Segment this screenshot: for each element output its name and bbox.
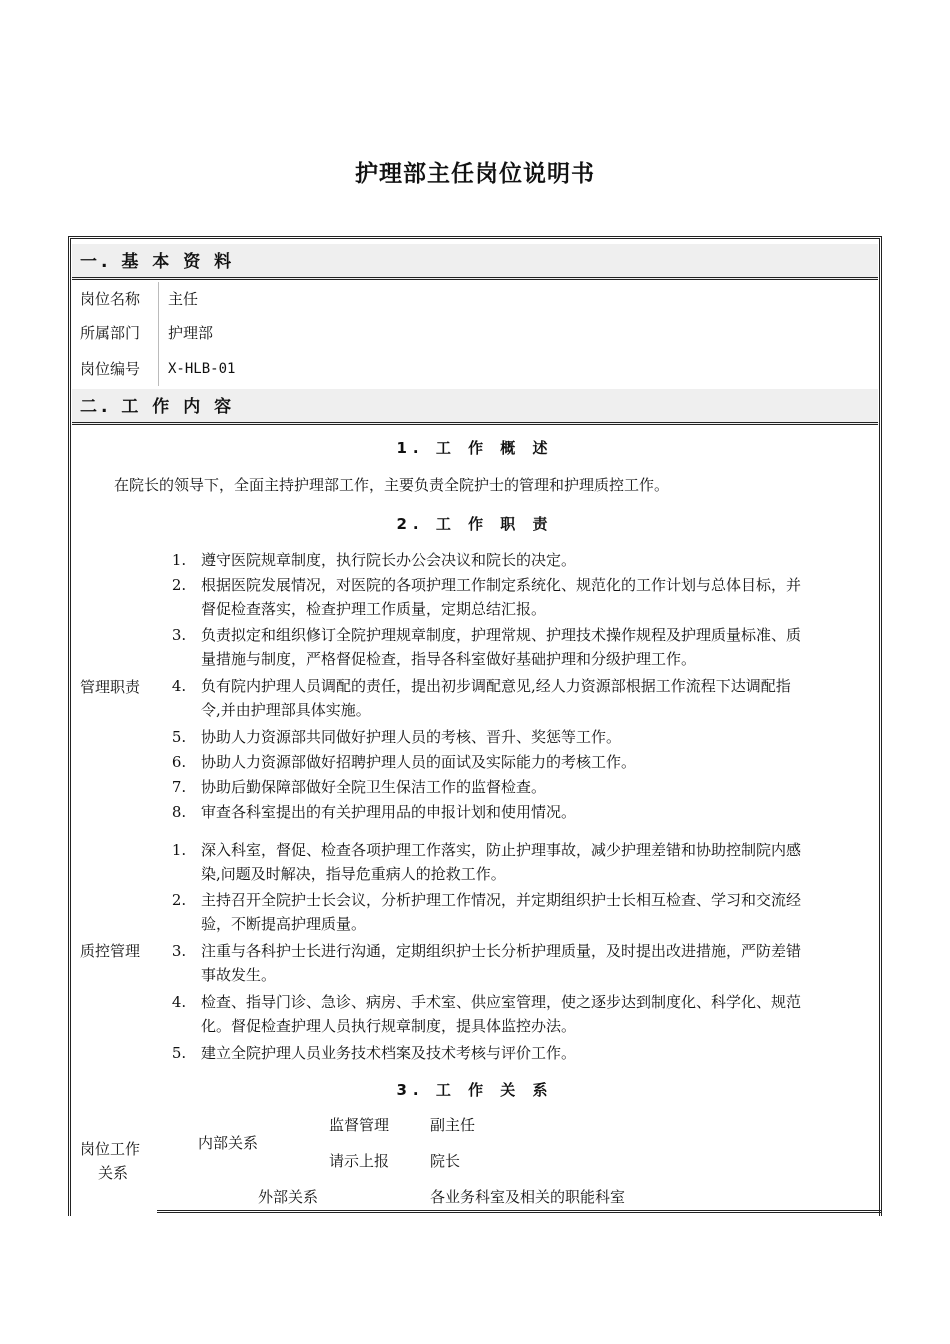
item-text-line1: 主持召开全院护士长会议，分析护理工作情况，并定期组织护士长相互检查、学习和交流经 xyxy=(201,891,802,909)
group-label-quality-control: 质控管理 xyxy=(80,942,141,960)
item-text-line2: 督促检查落实，检查护理工作质量，定期总结汇报。 xyxy=(201,600,547,618)
section-basic-info-heading: 一. 基 本 资 料 xyxy=(72,244,878,280)
label-position-code: 岗位编号 xyxy=(80,360,141,378)
item-text: 协助人力资源部做好招聘护理人员的面试及实际能力的考核工作。 xyxy=(201,753,637,771)
item-text-line1: 检查、指导门诊、急诊、病房、手术室、供应室管理，使之逐步达到制度化、科学化、规范 xyxy=(201,993,802,1011)
external-relations-label: 外部关系 xyxy=(258,1188,319,1206)
relations-heading: 3. 工 作 关 系 xyxy=(396,1081,554,1099)
item-number: 3. xyxy=(171,942,187,960)
relation-type-report: 请示上报 xyxy=(329,1152,390,1170)
relation-target-deputy: 副主任 xyxy=(430,1116,476,1134)
item-text: 协助人力资源部共同做好护理人员的考核、晋升、奖惩等工作。 xyxy=(201,728,622,746)
item-text-line2: 染,问题及时解决，指导危重病人的抢救工作。 xyxy=(201,865,506,883)
management-item xyxy=(165,750,875,774)
value-position-name: 主任 xyxy=(168,290,199,308)
item-text-line1: 负有院内护理人员调配的责任，提出初步调配意见,经人力资源部根据工作流程下达调配指 xyxy=(201,677,791,695)
item-text: 审查各科室提出的有关护理用品的申报计划和使用情况。 xyxy=(201,803,577,821)
management-item xyxy=(165,623,875,671)
item-text-line2: 令,并由护理部具体实施。 xyxy=(201,701,371,719)
relation-type-supervise: 监督管理 xyxy=(329,1116,390,1134)
overview-text: 在院长的领导下，全面主持护理部工作，主要负责全院护士的管理和护理质控工作。 xyxy=(114,476,670,494)
management-item xyxy=(165,775,875,799)
group-label-management: 管理职责 xyxy=(80,678,141,696)
item-text-line2: 化。督促检查护理人员执行规章制度，提具体监控办法。 xyxy=(201,1017,577,1035)
item-text: 建立全院护理人员业务技术档案及技术考核与评价工作。 xyxy=(201,1044,577,1062)
item-number: 5. xyxy=(171,1044,187,1062)
quality-item xyxy=(165,1041,875,1065)
management-item xyxy=(165,548,875,572)
management-item xyxy=(165,725,875,749)
management-item xyxy=(165,674,875,722)
management-item xyxy=(165,800,875,824)
label-department: 所属部门 xyxy=(80,324,141,342)
item-text-line1: 深入科室，督促、检查各项护理工作落实，防止护理事故，减少护理差错和协助控制院内感 xyxy=(201,841,802,859)
item-number: 1. xyxy=(171,841,187,859)
label-position-name: 岗位名称 xyxy=(80,290,141,308)
item-number: 3. xyxy=(171,626,187,644)
item-number: 7. xyxy=(171,778,187,796)
duties-heading: 2. 工 作 职 责 xyxy=(396,515,554,533)
item-number: 6. xyxy=(171,753,187,771)
item-text-line2: 量措施与制度，严格督促检查，指导各科室做好基础护理和分级护理工作。 xyxy=(201,650,697,668)
table-bottom-border xyxy=(157,1210,882,1215)
section-work-content-heading: 二. 工 作 内 容 xyxy=(72,389,878,425)
quality-item xyxy=(165,939,875,987)
relations-label-line1: 岗位工作 xyxy=(80,1140,141,1158)
item-text-line1: 根据医院发展情况，对医院的各项护理工作制定系统化、规范化的工作计划与总体目标，并 xyxy=(201,576,802,594)
quality-item xyxy=(165,888,875,936)
relation-target-dean: 院长 xyxy=(430,1152,461,1170)
item-number: 4. xyxy=(171,993,187,1011)
overview-heading: 1. 工 作 概 述 xyxy=(396,439,554,457)
external-relations-target: 各业务科室及相关的职能科室 xyxy=(430,1188,626,1206)
item-number: 4. xyxy=(171,677,187,695)
document-title: 护理部主任岗位说明书 xyxy=(355,161,595,187)
item-number: 5. xyxy=(171,728,187,746)
item-number: 2. xyxy=(171,576,187,594)
quality-item xyxy=(165,990,875,1038)
basic-info-divider xyxy=(158,282,159,386)
item-number: 2. xyxy=(171,891,187,909)
item-text: 协助后勤保障部做好全院卫生保洁工作的监督检查。 xyxy=(201,778,547,796)
management-item xyxy=(165,573,875,621)
item-text-line2: 事故发生。 xyxy=(201,966,277,984)
item-text: 遵守医院规章制度，执行院长办公会决议和院长的决定。 xyxy=(201,551,577,569)
item-number: 8. xyxy=(171,803,187,821)
item-number: 1. xyxy=(171,551,187,569)
item-text-line1: 负责拟定和组织修订全院护理规章制度，护理常规、护理技术操作规程及护理质量标准、质 xyxy=(201,626,802,644)
relations-label-line2: 关系 xyxy=(97,1164,128,1182)
quality-item xyxy=(165,838,875,886)
item-text-line2: 验，不断提高护理质量。 xyxy=(201,915,367,933)
item-text-line1: 注重与各科护士长进行沟通，定期组织护士长分析护理质量，及时提出改进措施，严防差错 xyxy=(201,942,802,960)
internal-relations-label: 内部关系 xyxy=(198,1134,259,1152)
value-department: 护理部 xyxy=(168,324,214,342)
value-position-code: X-HLB-01 xyxy=(168,361,236,377)
